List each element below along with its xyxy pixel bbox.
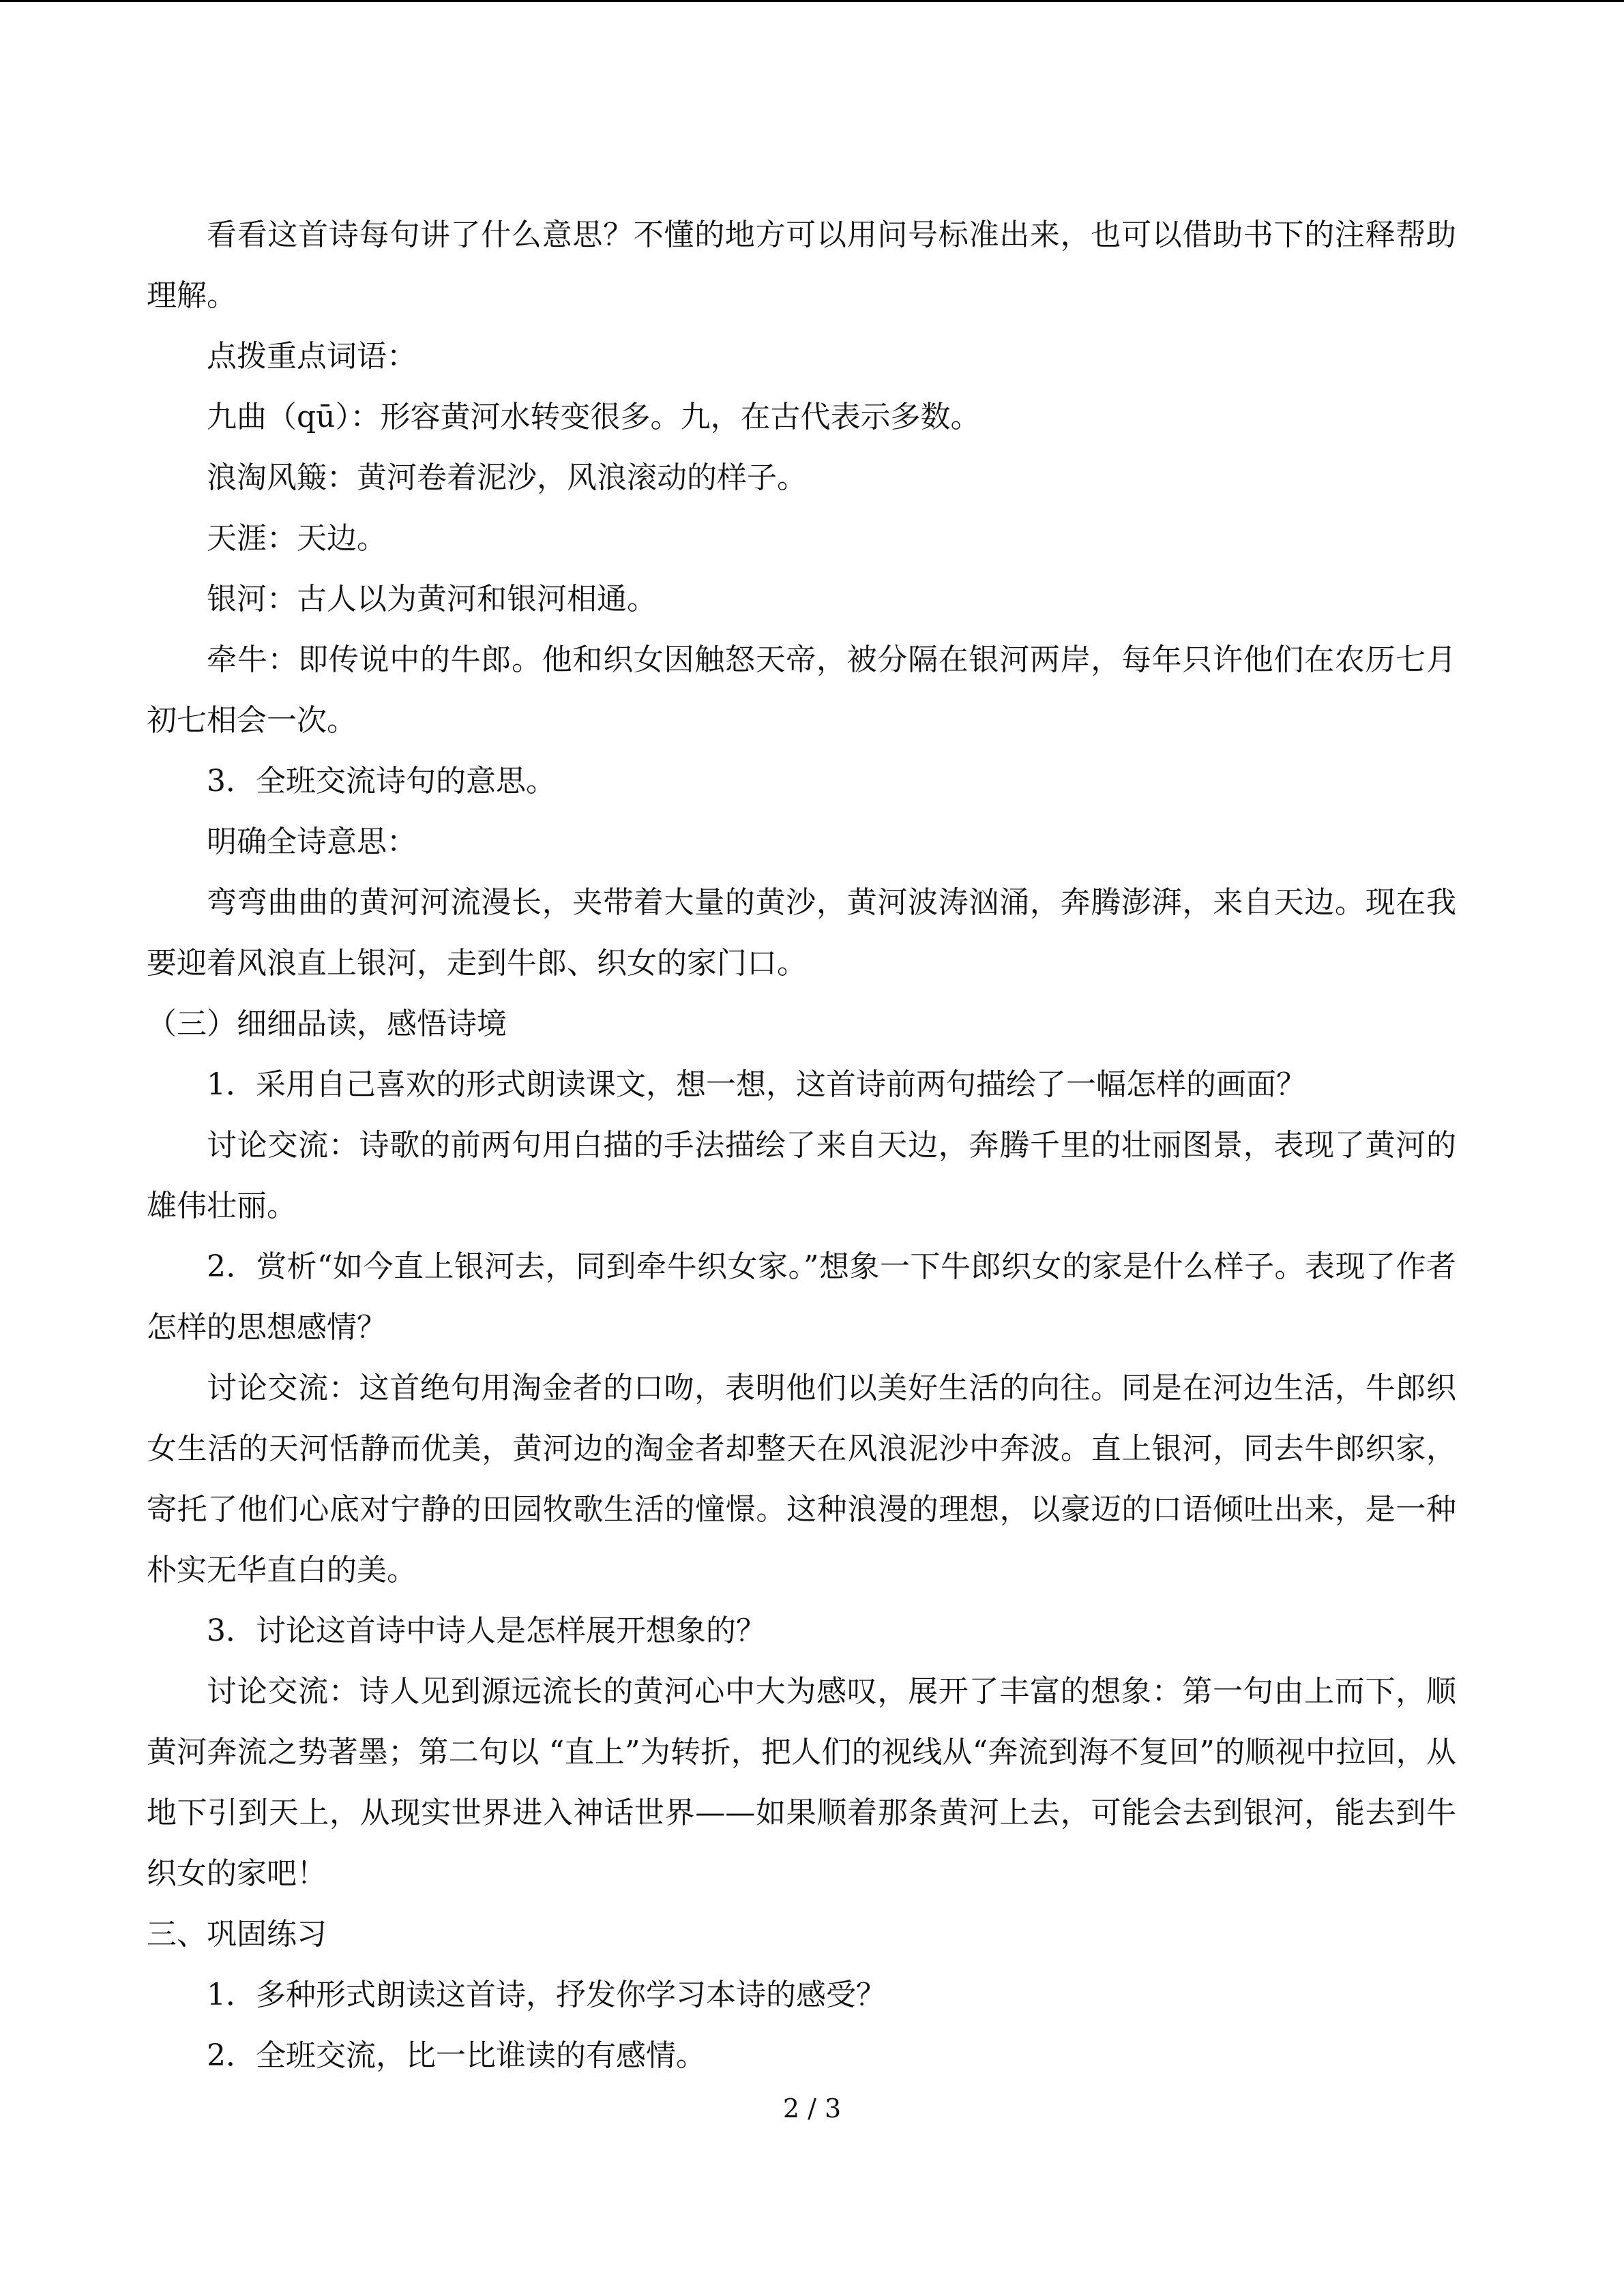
paragraph-practice-2: 2．全班交流，比一比谁读的有感情。 [207, 2038, 706, 2073]
paragraph-poem-meaning: 弯弯曲曲的黄河河流漫长，夹带着大量的黄沙，黄河波涛汹涌，奔腾澎湃，来自天边。现在我要迎着风浪直上银河，走到牛郎、织女的家门口。 [147, 885, 1456, 981]
body-text [147, 205, 1456, 2086]
paragraph-discussion-2: 讨论交流：这首绝句用淘金者的口吻，表明他们以美好生活的向往。同是在河边生活，牛郎织女生活的天河恬静而优美，黄河边的淘金者却整天在风浪泥沙中奔波。直上银河，同去牛郎织家，寄托了他们心底对宁静的田园牧歌生活的憧憬。这种浪漫的理想，以豪迈的口语倾吐出来，是一种朴实无华直白的美。 [147, 1371, 1456, 1587]
paragraph-meaning-heading: 明确全诗意思： [207, 824, 417, 859]
paragraph-question-3: 3．讨论这首诗中诗人是怎样展开想象的？ [207, 1613, 766, 1648]
paragraph-practice-1: 1．多种形式朗读这首诗，抒发你学习本诗的感受？ [207, 1978, 886, 2012]
paragraph-discussion-3: 讨论交流：诗人见到源远流长的黄河心中大为感叹，展开了丰富的想象：第一句由上而下，顺黄河奔流之势著墨；第二句以 “直上”为转折，把人们的视线从“奔流到海不复回”的顺视中拉回，从地下引到天上，从现实世界进入神话世界——如果顺着那条黄河上去，可能会去到银河，能去到牛织女的家吧！ [147, 1674, 1456, 1891]
section-heading-practice: 三、巩固练习 [147, 1917, 327, 1952]
subheading-close-reading: （三）细细品读，感悟诗境 [147, 1007, 507, 1041]
paragraph-key-words-heading: 点拨重点词语： [207, 339, 417, 374]
top-border-line [0, 0, 1624, 2]
paragraph-word-yinhe: 银河：古人以为黄河和银河相通。 [207, 582, 657, 616]
paragraph-word-langtao: 浪淘风簸：黄河卷着泥沙，风浪滚动的样子。 [207, 460, 807, 495]
paragraph-step-3: 3．全班交流诗句的意思。 [207, 764, 556, 799]
page-number: 2 / 3 [782, 2093, 842, 2123]
paragraph-word-jiuqu: 九曲（qū）：形容黄河水转变很多。九，在古代表示多数。 [207, 400, 981, 434]
paragraph-word-tianya: 天涯：天边。 [207, 521, 387, 556]
paragraph-intro: 看看这首诗每句讲了什么意思？不懂的地方可以用问号标准出来，也可以借助书下的注释帮助理解。 [147, 218, 1456, 313]
paragraph-word-qianniu: 牵牛：即传说中的牛郎。他和织女因触怒天帝，被分隔在银河两岸，每年只许他们在农历七月初七相会一次。 [147, 642, 1456, 738]
paragraph-question-1: 1．采用自己喜欢的形式朗读课文，想一想，这首诗前两句描绘了一幅怎样的画面？ [207, 1067, 1306, 1102]
paragraph-discussion-1: 讨论交流：诗歌的前两句用白描的手法描绘了来自天边，奔腾千里的壮丽图景，表现了黄河的雄伟壮丽。 [147, 1128, 1456, 1223]
paragraph-question-2: 2．赏析“如今直上银河去，同到牵牛织女家。”想象一下牛郎织女的家是什么样子。表现了作者怎样的思想感情？ [147, 1249, 1456, 1345]
